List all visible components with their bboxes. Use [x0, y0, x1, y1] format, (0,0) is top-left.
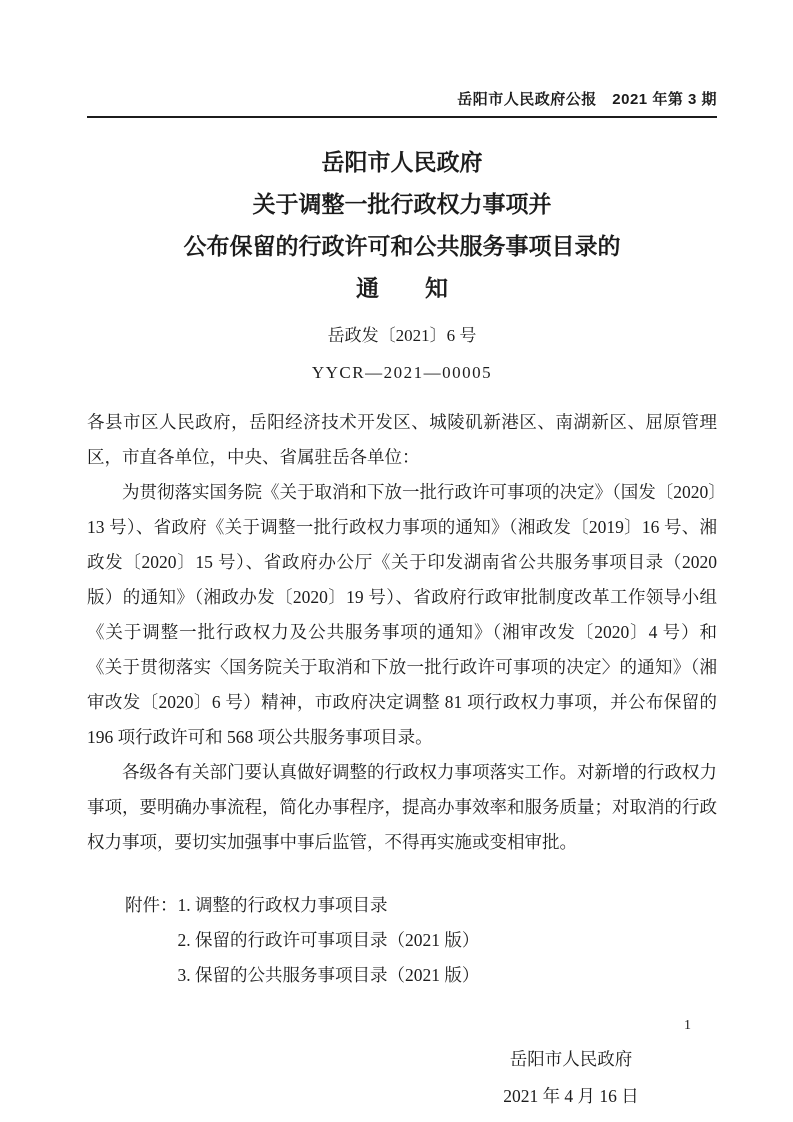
title-line-4: 通 知: [356, 276, 448, 301]
signature-date: 2021 年 4 月 16 日: [503, 1086, 639, 1106]
title-line-1: 岳阳市人民政府: [321, 150, 483, 175]
doc-number: 岳政发〔2021〕6 号: [327, 326, 477, 345]
gazette-header: [87, 0, 717, 110]
body-paragraph-2: 各级各有关部门要认真做好调整的行政权力事项落实工作。对新增的行政权力事项，要明确办事流程，简化办事程序，提高办事效率和服务质量；对取消的行政权力事项，要切实加强事中事后监管，不得再实施或变相审批。: [87, 762, 717, 852]
attachments-block: [87, 888, 717, 993]
attachments-list: [178, 888, 480, 993]
header-divider: [87, 116, 717, 118]
addressee-paragraph: 各县市区人民政府，岳阳经济技术开发区、城陵矶新港区、南湖新区、屈原管理区，市直各单位，中央、省属驻岳各单位：: [87, 412, 717, 467]
attachment-item-1: 1. 调整的行政权力事项目录: [177, 895, 388, 915]
document-title: [87, 142, 717, 310]
page-number: 1: [684, 1018, 691, 1033]
document-body: [87, 405, 717, 860]
signature-block: [87, 1041, 717, 1115]
attachment-item-3: 3. 保留的公共服务事项目录（2021 版）: [177, 965, 480, 985]
signature-issuer: 岳阳市人民政府: [509, 1049, 633, 1069]
attachment-item-2: 2. 保留的行政许可事项目录（2021 版）: [177, 930, 480, 950]
attachments-label: 附件：: [125, 895, 178, 915]
title-line-3: 公布保留的行政许可和公共服务事项目录的: [183, 234, 621, 259]
title-line-2: 关于调整一批行政权力事项并: [252, 192, 552, 217]
body-paragraph-1: 为贯彻落实国务院《关于取消和下放一批行政许可事项的决定》（国发〔2020〕13 号）、省政府《关于调整一批行政权力事项的通知》（湘政发〔2019〕16 号、湘政发〔2020〕15 号）、省政府办公厅《关于印发湖南省公共服务事项目录（2020 版）的通知》（湘政办发〔2020〕19 号）、省政府行政审批制度改革工作领导小组《关于调整一批行政权力及公共服务事项的通知》（湘审改发〔2020〕4 号）和《关于贯彻落实〈国务院关于取消和下放一批行政许可事项的决定〉的通知》（湘审改发〔2020〕6 号）精神，市政府决定调整 81 项行政权力事项，并公布保留的 196 项行政许可和 568 项公共服务事项目录。: [87, 482, 717, 747]
index-code: YYCR—2021—00005: [311, 363, 493, 382]
gazette-title: 岳阳市人民政府公报 2021 年第 3 期: [457, 91, 717, 108]
